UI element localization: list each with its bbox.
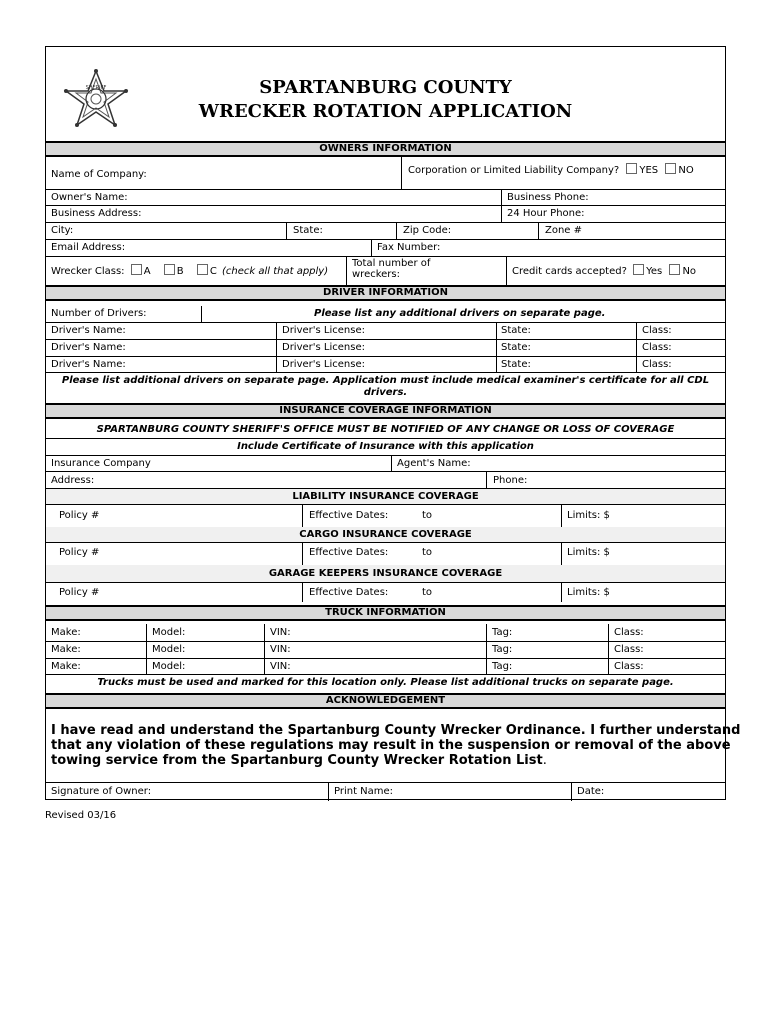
driver-state-field[interactable]: State:: [501, 325, 531, 336]
driver-class-field[interactable]: Class:: [642, 342, 672, 353]
class-b-checkbox[interactable]: [164, 264, 175, 275]
truck-vin-field[interactable]: VIN:: [270, 627, 291, 638]
date-field[interactable]: Date:: [577, 786, 605, 797]
city-field[interactable]: City:: [51, 225, 74, 236]
cargo-limits-field[interactable]: Limits: $: [567, 547, 610, 558]
truck-vin-field[interactable]: VIN:: [270, 661, 291, 672]
driver-class-field[interactable]: Class:: [642, 325, 672, 336]
fax-field[interactable]: Fax Number:: [377, 242, 441, 253]
garage-policy-field[interactable]: Policy #: [59, 587, 100, 598]
application-form: [45, 46, 741, 800]
driver-footer-note: Please list additional drivers on separate page. Application must include medical examiner's certificate for all CDL drivers.: [61, 375, 710, 398]
insurance-phone-field[interactable]: Phone:: [493, 475, 528, 486]
driver-license-field[interactable]: Driver's License:: [282, 359, 365, 370]
class-a-checkbox[interactable]: [131, 264, 142, 275]
company-name-field[interactable]: Name of Company:: [51, 169, 147, 180]
driver-license-field[interactable]: Driver's License:: [282, 325, 365, 336]
business-phone-field[interactable]: Business Phone:: [507, 192, 589, 203]
truck-class-field[interactable]: Class:: [614, 644, 644, 655]
insurance-notice: SPARTANBURG COUNTY SHERIFF'S OFFICE MUST BE NOTIFIED OF ANY CHANGE OR LOSS OF COVERAGE: [96, 424, 675, 435]
corp-yes-checkbox[interactable]: [626, 163, 637, 174]
additional-drivers-note: Please list any additional drivers on separate page.: [314, 308, 606, 319]
driver-name-field[interactable]: Driver's Name:: [51, 342, 126, 353]
corp-llc-question: Corporation or Limited Liability Company? YES NO: [408, 165, 694, 176]
corp-no-checkbox[interactable]: [665, 163, 676, 174]
truck-class-field[interactable]: Class:: [614, 627, 644, 638]
form-title-line1: SPARTANBURG COUNTY: [259, 77, 512, 98]
liability-to-label: to: [422, 510, 433, 521]
cargo-to-label: to: [422, 547, 433, 558]
cargo-effective-dates[interactable]: Effective Dates:: [309, 547, 389, 558]
insurance-company-field[interactable]: Insurance Company: [51, 458, 151, 469]
truck-make-field[interactable]: Make:: [51, 627, 81, 638]
cargo-policy-field[interactable]: Policy #: [59, 547, 100, 558]
driver-class-field[interactable]: Class:: [642, 359, 672, 370]
hour24-phone-field[interactable]: 24 Hour Phone:: [507, 208, 585, 219]
zone-field[interactable]: Zone #: [545, 225, 583, 236]
liability-coverage-header: LIABILITY INSURANCE COVERAGE: [46, 489, 725, 504]
driver-name-field[interactable]: Driver's Name:: [51, 325, 126, 336]
credit-no-checkbox[interactable]: [669, 264, 680, 275]
liability-policy-field[interactable]: Policy #: [59, 510, 100, 521]
garage-effective-dates[interactable]: Effective Dates:: [309, 587, 389, 598]
insurance-address-field[interactable]: Address:: [51, 475, 95, 486]
truck-model-field[interactable]: Model:: [152, 627, 186, 638]
driver-name-field[interactable]: Driver's Name:: [51, 359, 126, 370]
svg-text:SHERIFF: SHERIFF: [85, 85, 107, 91]
acknowledgement-section-header: ACKNOWLEDGEMENT: [46, 693, 725, 709]
truck-vin-field[interactable]: VIN:: [270, 644, 291, 655]
garage-to-label: to: [422, 587, 433, 598]
credit-cards-question: Credit cards accepted? Yes No: [512, 266, 697, 277]
driver-section-header: DRIVER INFORMATION: [46, 285, 725, 301]
garage-limits-field[interactable]: Limits: $: [567, 587, 610, 598]
agent-name-field[interactable]: Agent's Name:: [397, 458, 471, 469]
insurance-section-header: INSURANCE COVERAGE INFORMATION: [46, 403, 725, 419]
acknowledgement-text: I have read and understand the Spartanburg County Wrecker Ordinance. I further understand that any violation of these regulations may result in the suspension or removal of the above towing service from the Spartanburg County Wrecker Rotation List.: [51, 723, 741, 768]
garage-keepers-header: GARAGE KEEPERS INSURANCE COVERAGE: [46, 565, 725, 582]
truck-make-field[interactable]: Make:: [51, 661, 81, 672]
truck-tag-field[interactable]: Tag:: [492, 627, 513, 638]
owners-section-header: OWNERS INFORMATION: [46, 141, 725, 157]
truck-model-field[interactable]: Model:: [152, 644, 186, 655]
driver-state-field[interactable]: State:: [501, 342, 531, 353]
liability-limits-field[interactable]: Limits: $: [567, 510, 610, 521]
truck-tag-field[interactable]: Tag:: [492, 644, 513, 655]
cargo-coverage-header: CARGO INSURANCE COVERAGE: [46, 527, 725, 542]
truck-section-header: TRUCK INFORMATION: [46, 605, 725, 621]
state-field[interactable]: State:: [293, 225, 323, 236]
driver-license-field[interactable]: Driver's License:: [282, 342, 365, 353]
owner-name-field[interactable]: Owner's Name:: [51, 192, 128, 203]
email-field[interactable]: Email Address:: [51, 242, 126, 253]
wrecker-class-field: Wrecker Class: A B C (check all that apply): [51, 266, 329, 277]
truck-make-field[interactable]: Make:: [51, 644, 81, 655]
truck-model-field[interactable]: Model:: [152, 661, 186, 672]
revision-note: Revised 03/16: [45, 810, 117, 821]
credit-yes-checkbox[interactable]: [633, 264, 644, 275]
number-of-drivers-field[interactable]: Number of Drivers:: [51, 308, 147, 319]
total-wreckers-field[interactable]: Total number of wreckers:: [352, 258, 431, 280]
zip-code-field[interactable]: Zip Code:: [403, 225, 452, 236]
truck-class-field[interactable]: Class:: [614, 661, 644, 672]
truck-tag-field[interactable]: Tag:: [492, 661, 513, 672]
print-name-field[interactable]: Print Name:: [334, 786, 394, 797]
driver-state-field[interactable]: State:: [501, 359, 531, 370]
liability-effective-dates[interactable]: Effective Dates:: [309, 510, 389, 521]
class-c-checkbox[interactable]: [197, 264, 208, 275]
owner-signature-field[interactable]: Signature of Owner:: [51, 786, 152, 797]
certificate-note: Include Certificate of Insurance with this application: [237, 441, 534, 452]
form-title-line2: WRECKER ROTATION APPLICATION: [198, 101, 573, 122]
truck-footer-note: Trucks must be used and marked for this location only. Please list additional trucks on separate page.: [97, 677, 674, 688]
business-address-field[interactable]: Business Address:: [51, 208, 142, 219]
